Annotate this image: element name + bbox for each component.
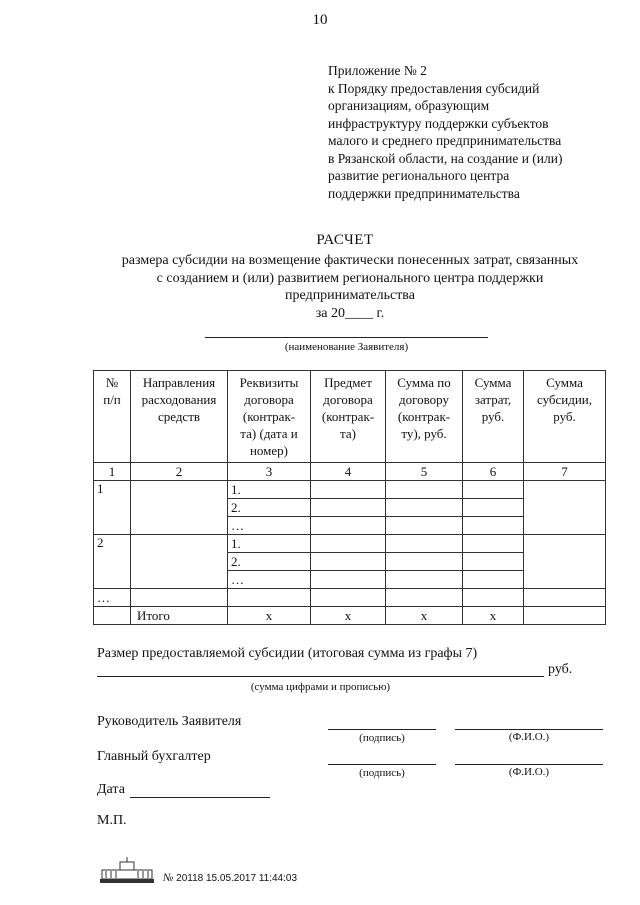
contract-sum-cell[interactable]	[386, 481, 463, 499]
direction-cell[interactable]	[131, 535, 228, 589]
page-number: 10	[312, 12, 328, 28]
document-registration-stamp	[163, 872, 297, 884]
expense-sum-cell[interactable]	[463, 589, 524, 607]
contract-details-cell: …	[228, 571, 311, 589]
table-row	[94, 589, 606, 607]
head-label: Руководитель Заявителя	[97, 714, 242, 729]
direction-cell[interactable]	[131, 481, 228, 535]
contract-subject-cell[interactable]	[311, 517, 386, 535]
subtitle-line: с созданием и (или) развитием регионального центра поддержки	[156, 270, 544, 286]
name-caption: (Ф.И.О.)	[508, 731, 550, 743]
signature-caption: (подпись)	[359, 767, 405, 779]
header-cell: Сумма затрат, руб.	[463, 371, 524, 463]
header-cell: Реквизиты договора (контрак- та) (дата и номер)	[228, 371, 311, 463]
contract-details-cell: 1.	[228, 481, 311, 499]
column-number: 2	[131, 463, 228, 481]
date-line[interactable]	[130, 797, 270, 798]
expense-sum-cell[interactable]	[463, 535, 524, 553]
column-number: 7	[524, 463, 606, 481]
calculation-table	[93, 370, 606, 625]
header-cell: Предмет договора (контрак- та)	[311, 371, 386, 463]
contract-details-cell: 2.	[228, 499, 311, 517]
column-number: 5	[386, 463, 463, 481]
expense-sum-cell[interactable]	[463, 499, 524, 517]
subsidy-sum-cell[interactable]	[524, 481, 606, 535]
doc-number-info: 20118 15.05.2017 11:44:03	[176, 873, 298, 884]
accountant-label: Главный бухгалтер	[97, 749, 211, 764]
contract-subject-cell[interactable]	[311, 499, 386, 517]
document-title: РАСЧЕТ	[316, 232, 374, 248]
appendix-line: малого и среднего предпринимательства	[328, 133, 562, 148]
subsidy-sum-cell[interactable]	[524, 535, 606, 589]
direction-cell[interactable]	[131, 589, 228, 607]
stamp-label: М.П.	[97, 813, 127, 828]
header-cell: Направления расходования средств	[131, 371, 228, 463]
subsidy-size-label: Размер предоставляемой субсидии (итоговая сумма из графы 7)	[97, 646, 478, 661]
head-name-line[interactable]	[455, 729, 603, 730]
contract-details-cell: 2.	[228, 553, 311, 571]
appendix-line: инфраструктуру поддержки субъектов	[328, 115, 549, 131]
row-number	[94, 607, 131, 625]
column-number: 4	[311, 463, 386, 481]
head-signature-line[interactable]	[328, 729, 436, 730]
column-number: 6	[463, 463, 524, 481]
subsidy-sum-line[interactable]	[97, 676, 544, 677]
total-cell: x	[386, 607, 463, 625]
header-cell: № п/п	[94, 371, 131, 463]
total-cell: x	[228, 607, 311, 625]
appendix-line: в Рязанской области, на создание и (или)	[328, 150, 563, 166]
contract-details-cell: 1.	[228, 535, 311, 553]
header-cell: Сумма субсидии, руб.	[524, 371, 606, 463]
column-number-row	[94, 463, 606, 481]
row-number: 1	[94, 481, 131, 535]
total-cell: x	[311, 607, 386, 625]
subsidy-unit: руб.	[548, 662, 573, 677]
contract-subject-cell[interactable]	[311, 589, 386, 607]
contract-subject-cell[interactable]	[311, 481, 386, 499]
contract-sum-cell[interactable]	[386, 535, 463, 553]
contract-sum-cell[interactable]	[386, 499, 463, 517]
date-label: Дата	[97, 782, 125, 797]
contract-sum-cell[interactable]	[386, 553, 463, 571]
appendix-line: Приложение № 2	[328, 63, 427, 78]
subtitle-year-line: за 20____ г.	[315, 305, 385, 321]
contract-sum-cell[interactable]	[386, 589, 463, 607]
appendix-line: развитие регионального центра	[328, 168, 510, 183]
total-row	[94, 607, 606, 625]
header-cell: Сумма по договору (контрак- ту), руб.	[386, 371, 463, 463]
expense-sum-cell[interactable]	[463, 517, 524, 535]
signature-caption: (подпись)	[359, 732, 405, 744]
applicant-name-line[interactable]	[205, 337, 488, 338]
contract-sum-cell[interactable]	[386, 517, 463, 535]
name-caption: (Ф.И.О.)	[508, 766, 550, 778]
building-logo-icon	[98, 856, 156, 884]
appendix-line: организациям, образующим	[328, 98, 490, 113]
row-number: …	[94, 589, 131, 607]
table-row	[94, 481, 606, 499]
expense-sum-cell[interactable]	[463, 571, 524, 589]
total-label: Итого	[131, 607, 228, 625]
accountant-name-line[interactable]	[455, 764, 603, 765]
applicant-caption: (наименование Заявителя)	[284, 341, 409, 353]
column-number: 1	[94, 463, 131, 481]
expense-sum-cell[interactable]	[463, 481, 524, 499]
contract-subject-cell[interactable]	[311, 535, 386, 553]
expense-sum-cell[interactable]	[463, 553, 524, 571]
table-row	[94, 535, 606, 553]
document-subtitle	[60, 252, 640, 322]
table-header-row	[94, 371, 606, 463]
accountant-signature-line[interactable]	[328, 764, 436, 765]
subsidy-sum-caption: (сумма цифрами и прописью)	[250, 681, 391, 693]
appendix-line: поддержки предпринимательства	[328, 185, 520, 201]
doc-number-mark: №	[163, 872, 174, 884]
contract-subject-cell[interactable]	[311, 553, 386, 571]
appendix-line: к Порядку предоставления субсидий	[328, 80, 540, 96]
contract-sum-cell[interactable]	[386, 571, 463, 589]
total-cell: x	[463, 607, 524, 625]
total-subsidy-cell[interactable]	[524, 607, 606, 625]
subsidy-sum-cell[interactable]	[524, 589, 606, 607]
row-number: 2	[94, 535, 131, 589]
subtitle-line: размера субсидии на возмещение фактически понесенных затрат, связанных	[121, 253, 579, 268]
column-number: 3	[228, 463, 311, 481]
subtitle-line: предпринимательства	[285, 288, 415, 303]
contract-subject-cell[interactable]	[311, 571, 386, 589]
appendix-header	[328, 62, 628, 202]
contract-details-cell[interactable]	[228, 589, 311, 607]
contract-details-cell: …	[228, 517, 311, 535]
